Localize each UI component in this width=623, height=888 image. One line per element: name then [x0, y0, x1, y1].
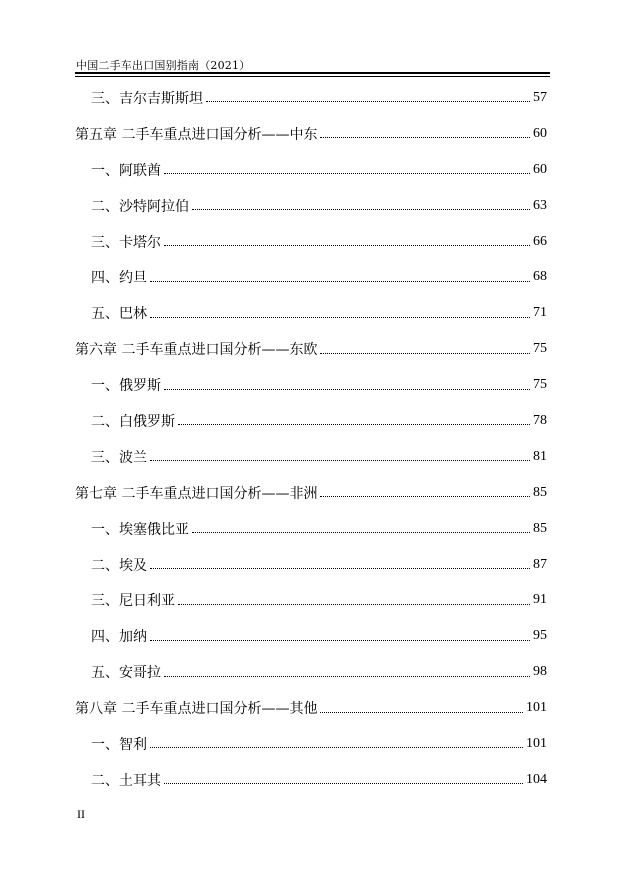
toc-section-entry[interactable] — [75, 259, 547, 295]
toc-entry-page: 104 — [526, 771, 547, 787]
toc-entry-title: 一、俄罗斯 — [91, 378, 161, 395]
toc-chapter-entry[interactable] — [75, 690, 547, 726]
toc-entry-page: 68 — [533, 269, 547, 285]
header-rule-thick — [75, 72, 550, 74]
toc-section-entry[interactable] — [75, 547, 547, 583]
toc-section-entry[interactable] — [75, 295, 547, 331]
toc-entry-title: 五、安哥拉 — [91, 665, 161, 682]
toc-chapter-entry[interactable] — [75, 331, 547, 367]
dot-leader — [164, 389, 530, 390]
dot-leader — [164, 173, 530, 174]
dot-leader — [150, 640, 530, 641]
dot-leader — [320, 137, 530, 138]
toc-entry-page: 60 — [533, 125, 547, 141]
toc-entry-page: 98 — [533, 664, 547, 680]
toc-section-entry[interactable] — [75, 224, 547, 260]
toc-entry-page: 60 — [533, 161, 547, 177]
dot-leader — [192, 532, 530, 533]
toc-chapter-entry[interactable] — [75, 475, 547, 511]
toc-section-entry[interactable] — [75, 188, 547, 224]
toc-entry-title: 四、加纳 — [91, 629, 147, 646]
dot-leader — [164, 245, 530, 246]
dot-leader — [150, 281, 530, 282]
toc-entry-title: 二、土耳其 — [91, 772, 161, 789]
dot-leader — [150, 568, 530, 569]
dot-leader — [206, 101, 530, 102]
toc-entry-title: 第八章 二手车重点进口国分析——其他 — [75, 701, 318, 718]
dot-leader — [150, 747, 523, 748]
header-rule-thin — [75, 76, 550, 77]
toc-entry-page: 78 — [533, 412, 547, 428]
dot-leader — [150, 460, 530, 461]
toc-entry-title: 三、尼日利亚 — [91, 593, 175, 610]
toc-section-entry[interactable] — [75, 511, 547, 547]
dot-leader — [150, 317, 530, 318]
toc-entry-title: 第五章 二手车重点进口国分析——中东 — [75, 126, 318, 143]
dot-leader — [192, 209, 530, 210]
toc-entry-page: 101 — [526, 700, 547, 716]
dot-leader — [320, 496, 530, 497]
toc-entry-page: 57 — [533, 89, 547, 105]
dot-leader — [320, 353, 530, 354]
toc-section-entry[interactable] — [75, 80, 547, 116]
toc-chapter-entry[interactable] — [75, 116, 547, 152]
toc-section-entry[interactable] — [75, 618, 547, 654]
toc-entry-title: 一、阿联酋 — [91, 162, 161, 179]
toc-entry-title: 一、智利 — [91, 736, 147, 753]
running-header: 中国二手车出口国别指南（2021） — [76, 59, 251, 72]
toc-entry-title: 二、白俄罗斯 — [91, 413, 175, 430]
toc-section-entry[interactable] — [75, 439, 547, 475]
toc-entry-page: 81 — [533, 448, 547, 464]
toc-entry-page: 75 — [533, 341, 547, 357]
toc-entry-title: 一、埃塞俄比亚 — [91, 521, 189, 538]
toc-section-entry[interactable] — [75, 152, 547, 188]
toc-entry-title: 四、约旦 — [91, 270, 147, 287]
toc-entry-page: 66 — [533, 233, 547, 249]
toc-section-entry[interactable] — [75, 762, 547, 798]
page-number: II — [77, 807, 85, 821]
toc-entry-page: 63 — [533, 197, 547, 213]
table-of-contents — [75, 80, 547, 798]
toc-section-entry[interactable] — [75, 582, 547, 618]
toc-entry-page: 85 — [533, 484, 547, 500]
dot-leader — [164, 783, 523, 784]
toc-entry-page: 85 — [533, 520, 547, 536]
dot-leader — [178, 604, 530, 605]
toc-entry-page: 95 — [533, 628, 547, 644]
toc-entry-page: 91 — [533, 592, 547, 608]
toc-entry-page: 101 — [526, 735, 547, 751]
toc-entry-title: 第七章 二手车重点进口国分析——非洲 — [75, 485, 318, 502]
toc-section-entry[interactable] — [75, 654, 547, 690]
toc-section-entry[interactable] — [75, 726, 547, 762]
toc-section-entry[interactable] — [75, 403, 547, 439]
toc-entry-title: 二、埃及 — [91, 557, 147, 574]
toc-entry-page: 71 — [533, 305, 547, 321]
toc-entry-page: 87 — [533, 556, 547, 572]
toc-entry-page: 75 — [533, 377, 547, 393]
toc-entry-title: 第六章 二手车重点进口国分析——东欧 — [75, 342, 318, 359]
toc-entry-title: 三、卡塔尔 — [91, 234, 161, 251]
toc-entry-title: 三、波兰 — [91, 449, 147, 466]
dot-leader — [164, 676, 530, 677]
dot-leader — [320, 712, 523, 713]
toc-entry-title: 五、巴林 — [91, 306, 147, 323]
dot-leader — [178, 424, 530, 425]
toc-entry-title: 三、吉尔吉斯斯坦 — [91, 90, 203, 107]
toc-section-entry[interactable] — [75, 367, 547, 403]
toc-entry-title: 二、沙特阿拉伯 — [91, 198, 189, 215]
